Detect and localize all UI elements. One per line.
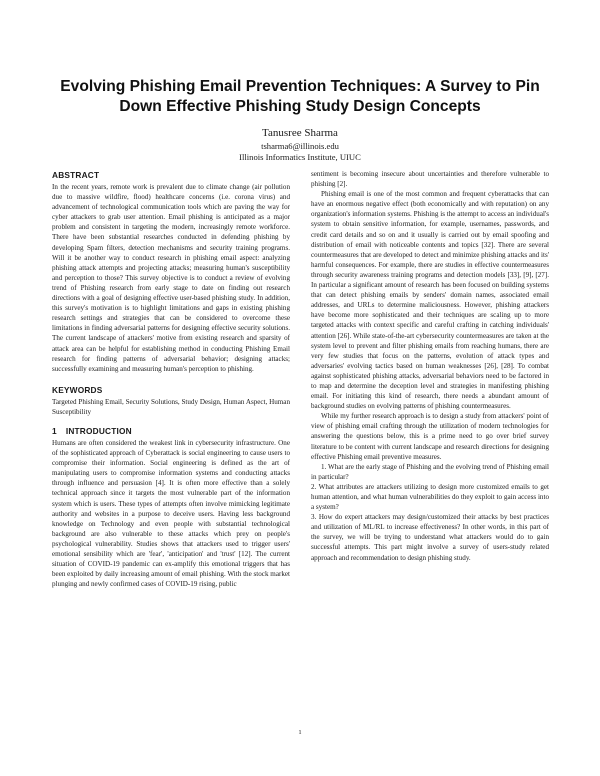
- section-number: 1: [52, 425, 57, 436]
- left-column: [52, 169, 290, 589]
- abstract-heading: ABSTRACT: [52, 170, 100, 180]
- intro-paragraph-1: Humans are often considered the weakest link in cybersecurity infrastructure. One of the sophisticated approach of Cyberattack is social engineering to cause users to compromise their information. Social engineering is defined as the art of manipulating users to compromise information systems and conducting attacks through influence and persuasion [4]. It is often more effective than a solely technical approach since it targets the most vulnerable part of the information system which is users. These types of attempts often involve mimicking legitimate authority and websites in a purpose to deceive users. Having less background knowledge on Technology and even people with substantial technological background are also vulnerable to these attacks which prey on people's psychological vulnerability. Studies shows that attackers used to trigger users' emotional sensibility which are 'fear', 'anticipation' and 'trust' [12]. The current situation of COVID-19 pandemic can ex-amplify this emotional triggers that has been exploited by daily increasing amount of email phishing. With the stock market plunging and newly confirmed cases of COVID-19 rising, public: [52, 438, 290, 589]
- intro-paragraph-1-continued: sentiment is becoming insecure about uncertainties and therefore vulnerable to phishing [2].: [311, 170, 549, 189]
- research-question-1: 1. What are the early stage of Phishing and the evolving trend of Phishing email in particular?: [311, 462, 549, 481]
- intro-paragraph-2: Phishing email is one of the most common and frequent cyberattacks that can have an enormous negative effect (both economically and with reputation) on any organization's information systems. Phishing is the attempt to access an individual's system to obtain sensitive information, for example, usernames, passwords, and credit card details and so on and it usually is carried out by email spoofing and distribution of email with noticeable contents and topics [32]. There are several countermeasures that are developed to detect and minimize phishing attacks and its' harmful consequences. For example, there are studies in effective countermeasures through security awareness training programs and detection models [33], [9], [27]. In particular a significant amount of research has been focused on building systems that can detect phishing emails by senders' domain names, associated email addresses, and URLs to determine maliciousness. However, phishing attackers have become more sophisticated and their techniques are scaling up to more targeted attacks with context specific and careful crafting in catching individuals' attention [26]. While state-of-the-art cybersecurity countermeasures are taken at the system level to prevent and filter phishing emails from reaching humans, there are very few studies that focus on the patterns, evolution of attack types and adversaries' evolving tactics based on human weaknesses [26], [28]. To combat against sophisticated phishing attacks, adversarial behaviors need to be factored in to map and determine the deception level and strategies in manifesting phishing email. For initiating this kind of research, there needs a abundant amount of background studies on evolving patterns of phishing countermeasures.: [311, 190, 549, 411]
- abstract-text: In the recent years, remote work is prevalent due to climate change (air pollution due to massive wildfire, flood) healthcare concerns (i.e. corona virus) and advancement of technological communication tools which are paving the way for cyber attackers to grab user attention. Email phishing is anticipated as a major problem and consistent in targeting the modern, increasingly remote workforce. There have been substantial researches conducted in defending phishing by developing Spam filters, detection mechanisms and security training programs. Will it be another way to conduct research in phishing email aspect: analyzing phishing attack attempts and projecting attacks; measuring human's susceptibility and perception to those? This survey objective is to conduct a review of evolving trend of Phishing research from early stage to date on finding out research directions with a goal of designing effective user-based phishing study. In addition, this survey's motivation is to highlight limitations and gaps in existing phishing research settings and strategies that can be considered to overcome these limitations in finding adversarial patterns for designing effective security solutions. The current landscape of attackers' motive from existing research and sparsity of attack area can be helpful for establishing method in conducting Phishing Email research for finding patterns of adversarial behavior; designing attacks; successfully examining and measuring human's perception to phishing.: [52, 183, 290, 373]
- introduction-heading: [52, 425, 290, 438]
- author-affiliation: Illinois Informatics Institute, UIUC: [239, 152, 361, 162]
- keywords-heading: KEYWORDS: [52, 384, 103, 395]
- intro-paragraph-3: While my further research approach is to design a study from attackers' point of view of phishing email crafting through the utilization of modern technologies for answering the questions below, this is a prime need to go over brief survey literature to be content with current landscape and research directions for designing effective Phishing email preventive measures.: [311, 412, 549, 461]
- keywords-text: Targeted Phishing Email, Security Solutions, Study Design, Human Aspect, Human Susceptibility: [52, 397, 290, 416]
- research-question-2: 2. What attributes are attackers utilizing to design more customized emails to get human attention, and what human vulnerabilities do they exploit to gain access into a system?: [311, 482, 549, 512]
- right-column: [311, 169, 549, 563]
- page-number: 1: [298, 729, 302, 736]
- author-name: Tanusree Sharma: [262, 127, 338, 139]
- research-question-3: 3. How do expert attackers may design/customized their attacks by best practices and utilization of ML/RL to increase effectiveness? In other words, in this part of the survey, we will be trying to understand what attackers would do to gain successful attempts. This part might involve a survey of users-study related approach and recommendation to design phishing study.: [311, 513, 549, 562]
- paper-title: Evolving Phishing Email Prevention Techniques: A Survey to Pin Down Effective Phishing Study Design Concepts: [60, 78, 540, 115]
- section-title: INTRODUCTION: [65, 425, 132, 436]
- author-email: tsharma6@illinois.edu: [261, 141, 339, 151]
